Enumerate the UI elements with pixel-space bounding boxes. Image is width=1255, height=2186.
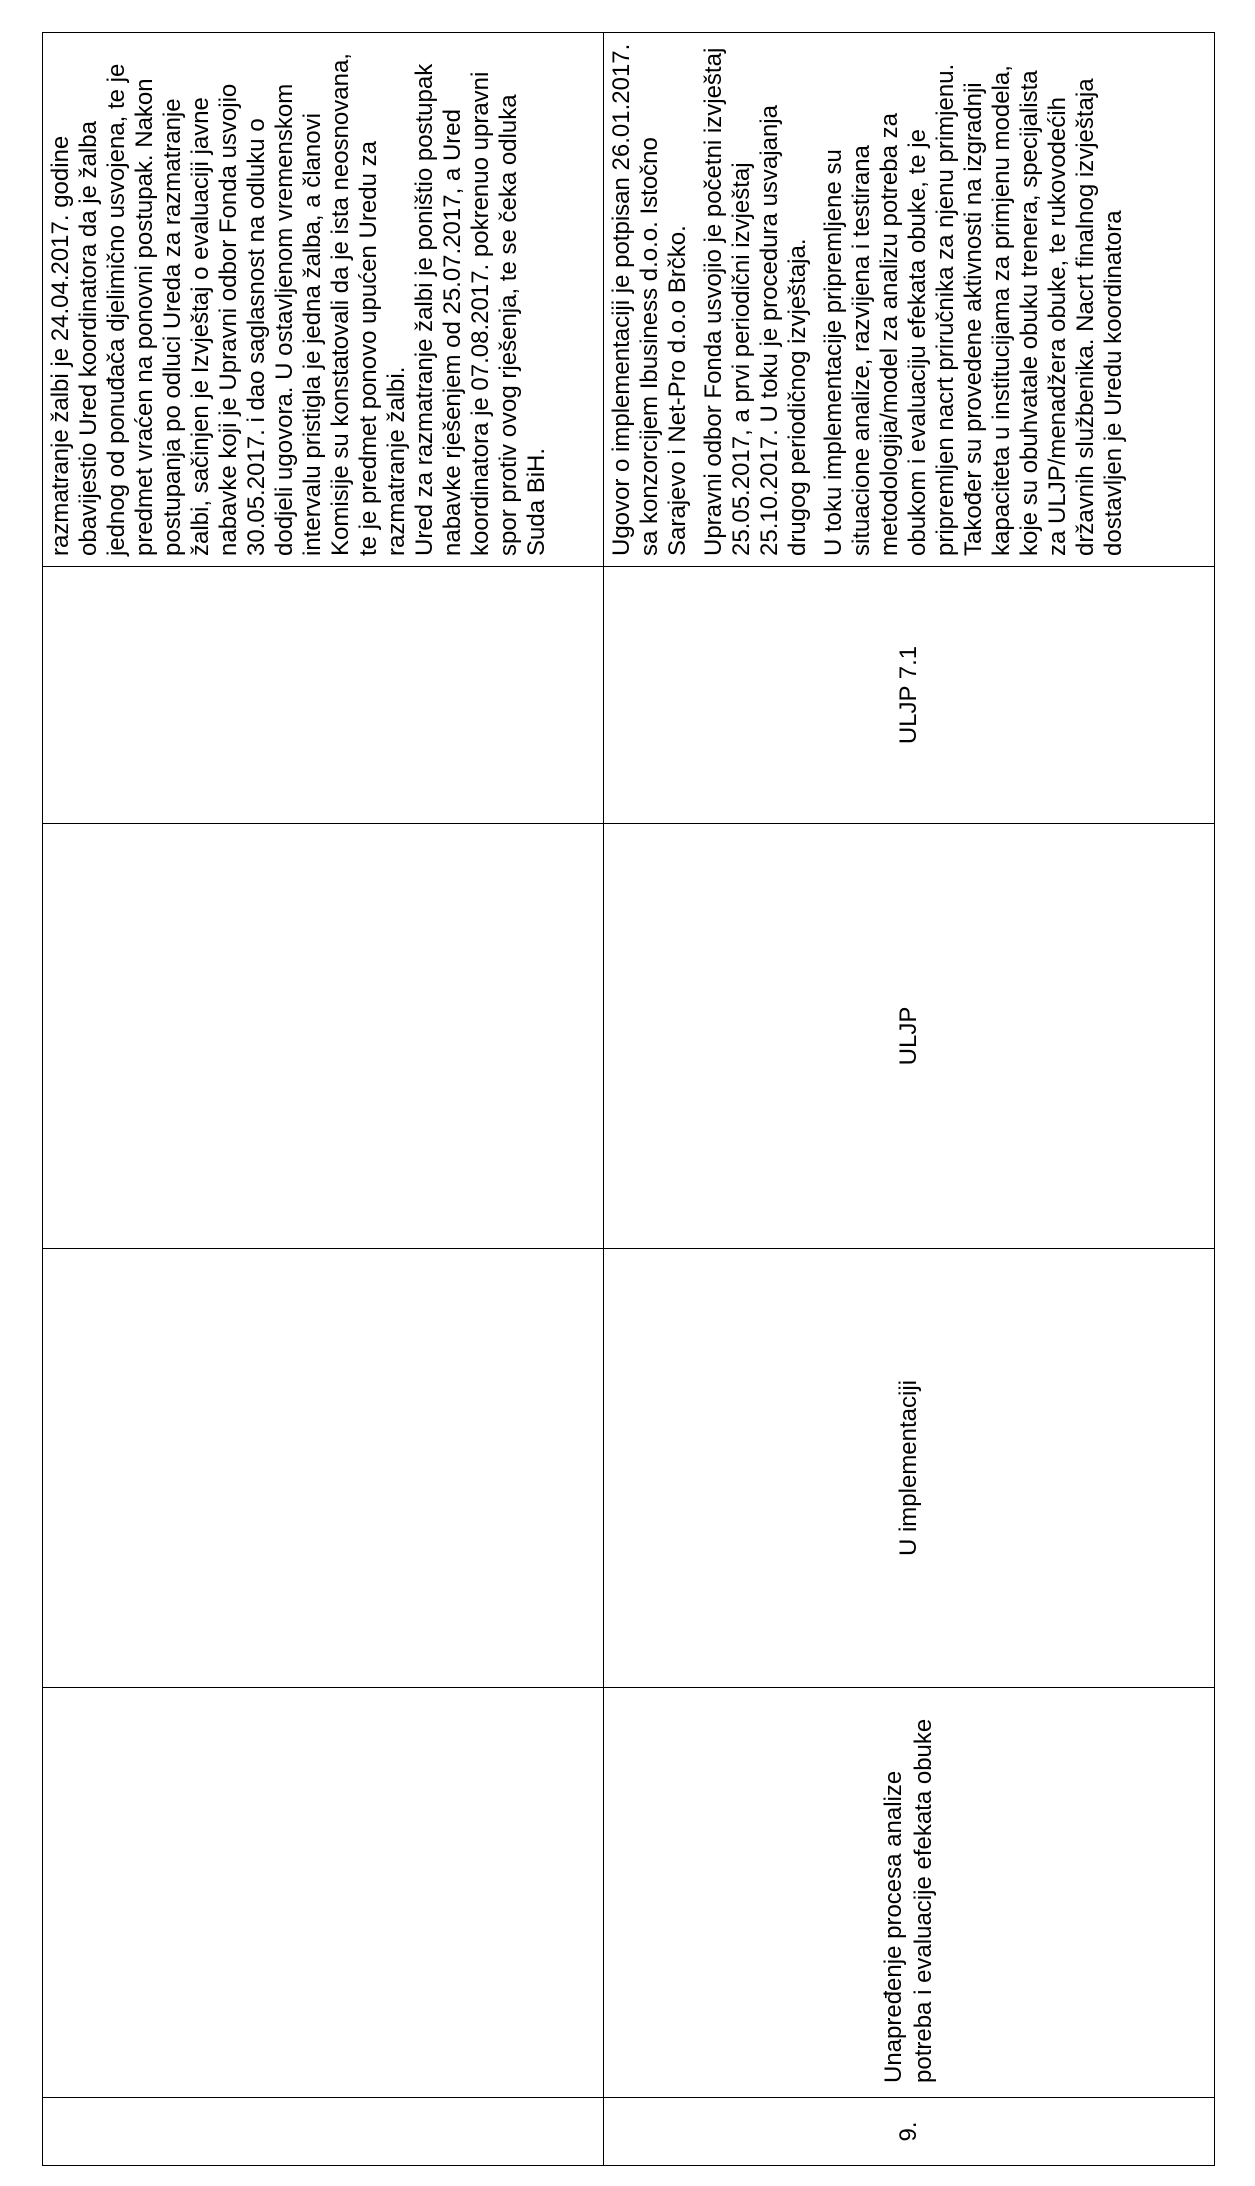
responsible-cell [43,824,604,1249]
status-cell [43,1249,604,1688]
details-cell [43,33,604,567]
row-number: 9. [895,2121,922,2142]
activity-cell [43,1688,604,2098]
code-cell [604,567,1215,824]
row-number-cell [604,2098,1215,2166]
details-cell [604,33,1215,567]
status-cell [604,1249,1215,1688]
responsible-cell [604,824,1215,1249]
status-text: U implementaciji [895,1379,922,1557]
activity-title: Unapređenje procesa analize potreba i evaluacije efekata obuke [880,1718,937,2083]
code-text: ULJP 7.1 [895,645,922,745]
project-status-table [42,32,1215,2166]
table-row [43,33,604,2166]
activity-cell [604,1688,1215,2098]
details-paragraph: razmatranje žalbi je 24.04.2017. godine obavijestio Ured koordinatora da je žalba jednog od ponuđača djelimično usvojena, te je predmet vraćen na ponovni postupak. Nakon postupanja po odluci Ureda za razmatranje žalbi, sačinjen je Izvještaj o evaluaciji javne nabavke koji je Upravni odbor Fonda usvojio 30.05.2017. i dao saglasnost na odluku o dodjeli ugovora. U ostavljenom vremenskom intervalu pristigla je jedna žalba, a članovi Komisije su konstatovali da je ista neosnovana, te je predmet ponovo upućen Uredu za razmatranje žalbi. [47,53,410,556]
details-paragraph: Ugovor o implementaciji je potpisan 26.01.2017. sa konzorcijem Ibusiness d.o.o. Istočno Sarajevo i Net-Pro d.o.o Brčko. [608,43,691,556]
table-row [604,33,1215,2166]
row-number-cell [43,2098,604,2166]
details-paragraph: Upravni odbor Fonda usvojio je početni izvještaj 25.05.2017, a prvi periodični izvještaj 25.10.2017. U toku je procedura usvajanja drugog periodičnog izvještaja. [700,47,811,556]
code-cell [43,567,604,824]
details-paragraph: U toku implementacije pripremljene su situacione analize, razvijena i testirana metodologija/model za analizu potreba za obukom i evaluaciju efekata obuke, te je pripremljen nacrt priručnika za njenu primjenu. Također su provedene aktivnosti na izgradnji kapaciteta u institucijama za primjenu modela, koje su obuhvatale obuku trenera, specijalista za ULJP/menadžera obuke, te rukovodećih državnih službenika. Nacrt finalnog izvještaja dostavljen je Uredu koordinatora [820,63,1127,556]
responsible-text: ULJP [895,1006,922,1066]
details-paragraph: Ured za razmatranje žalbi je poništio postupak nabavke rješenjem od 25.07.2017, a Ured koordinatora je 07.08.2017. pokrenuo upravni spor protiv ovog rješenja, te se čeka odluka Suda BiH. [411,63,550,556]
